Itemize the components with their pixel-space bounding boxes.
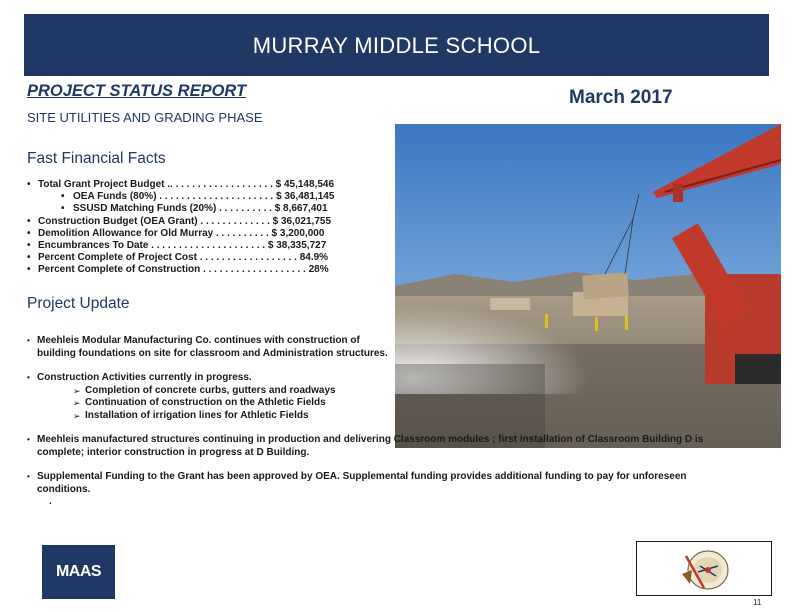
fact-item: • Construction Budget (OEA Grant) . . . . . . . . . . . . . $ 36,021,755 bbox=[27, 216, 387, 228]
school-name: MURRAY MIDDLE SCHOOL bbox=[252, 33, 541, 58]
fact-subitem: • SSUSD Matching Funds (20%) . . . . . . . . . . $ 8,667,401 bbox=[27, 203, 387, 215]
report-title: PROJECT STATUS REPORT bbox=[27, 82, 247, 100]
activity-sublist bbox=[37, 385, 727, 423]
update-text: • Meehleis manufactured structures continuing in production and delivering Classroom modules ; first installation of Classroom Building D is complete; interior construction in progress at D Building. bbox=[37, 434, 704, 458]
activity-subitem: ➢ Installation of irrigation lines for Athletic Fields bbox=[37, 410, 727, 423]
update-item bbox=[27, 372, 727, 422]
financial-facts-heading: Fast Financial Facts bbox=[27, 150, 166, 167]
maas-logo bbox=[42, 545, 115, 599]
project-update-heading: Project Update bbox=[27, 295, 130, 312]
project-update-list bbox=[27, 335, 727, 521]
fact-subitem: • OEA Funds (80%) . . . . . . . . . . . . . . . . . . . . . $ 36,481,145 bbox=[27, 191, 387, 203]
activity-subitem: ➢ Completion of concrete curbs, gutters and roadways bbox=[37, 385, 727, 398]
fact-item: • Percent Complete of Construction . . . . . . . . . . . . . . . . . . . 28% bbox=[27, 264, 387, 276]
activity-subitem: ➢ Continuation of construction on the Athletic Fields bbox=[37, 397, 727, 410]
page-number: 11 bbox=[753, 598, 762, 607]
financial-facts-list bbox=[27, 179, 387, 277]
update-item bbox=[27, 471, 707, 509]
update-text: • Construction Activities currently in progress. bbox=[37, 372, 252, 383]
update-item bbox=[27, 434, 707, 459]
title-banner bbox=[24, 14, 769, 76]
report-date: March 2017 bbox=[569, 87, 673, 108]
fact-item: • Percent Complete of Project Cost . . . . . . . . . . . . . . . . . . 84.9% bbox=[27, 252, 387, 264]
update-text: • Supplemental Funding to the Grant has been approved by OEA. Supplemental funding provides additional funding to pay for unforeseen conditions. bbox=[37, 471, 687, 495]
fact-item: • Demolition Allowance for Old Murray . . . . . . . . . . $ 3,200,000 bbox=[27, 228, 387, 240]
phase-label: SITE UTILITIES AND GRADING PHASE bbox=[27, 110, 263, 125]
fact-item: • Total Grant Project Budget .. . . . . . . . . . . . . . . . . . . $ 45,148,546 bbox=[27, 179, 387, 191]
update-text: • Meehleis Modular Manufacturing Co. continues with construction of building foundations on site for classroom and Administration structures. bbox=[37, 335, 388, 359]
logo-text: MAAS bbox=[55, 563, 102, 580]
update-item bbox=[27, 335, 395, 360]
trailing-bullet: . bbox=[49, 496, 52, 507]
fact-item: • Encumbrances To Date . . . . . . . . . . . . . . . . . . . . . $ 38,335,727 bbox=[27, 240, 387, 252]
district-seal-icon bbox=[678, 544, 734, 594]
